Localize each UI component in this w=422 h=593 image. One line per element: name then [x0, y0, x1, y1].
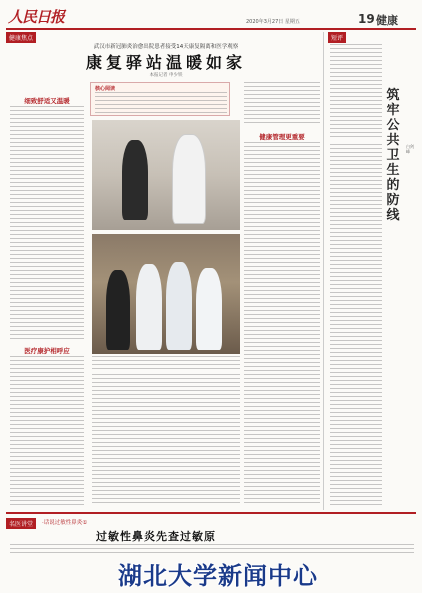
body-text	[244, 142, 320, 506]
story-kicker: 武汉市新冠肺炎治愈出院患者接受14天康复隔离和医学观察	[93, 44, 239, 50]
core-reading-text	[95, 92, 227, 114]
watermark-text: 湖北大学新闻中心	[118, 562, 318, 590]
photo-figure	[106, 270, 130, 350]
body-text	[92, 374, 240, 506]
story-headline: 康复驿站温暖如家	[85, 53, 246, 72]
photo-temperature-check	[92, 120, 240, 230]
newspaper-logo: 人民日报	[8, 8, 65, 26]
photo-figure	[122, 140, 148, 220]
commentary-author: 白剑峰	[406, 144, 414, 154]
bottom-subtitle: ·话说过敏性鼻炎①	[42, 520, 88, 526]
subhead-1: 细致舒适又温暖	[24, 97, 70, 105]
subhead-3: 健康管理更重要	[259, 133, 305, 141]
page-number: 19	[358, 12, 375, 26]
commentary-column	[328, 32, 416, 510]
issue-date: 2020年3月27日 星期五	[246, 19, 300, 25]
body-text	[10, 106, 84, 342]
main-story	[6, 32, 324, 510]
commentary-text	[330, 144, 382, 506]
bottom-body-text	[10, 544, 414, 556]
masthead	[6, 4, 416, 30]
body-text	[244, 82, 320, 126]
bottom-tag: 名医讲堂	[6, 518, 36, 529]
core-reading-box	[90, 82, 230, 116]
section-tag: 健康焦点	[6, 32, 36, 43]
subhead-2: 医疗康护相呼应	[24, 347, 70, 355]
bottom-headline: 过敏性鼻炎先查过敏原	[96, 530, 216, 543]
core-reading-title: 核心阅读	[95, 86, 116, 92]
photo-group	[92, 234, 240, 354]
commentary-title: 筑牢公共卫生的防线	[386, 88, 400, 223]
photo-figure	[172, 134, 206, 224]
photo-figure	[136, 264, 162, 350]
photo-figure	[196, 268, 222, 350]
section-name: 健康	[376, 14, 398, 27]
photo-caption	[92, 356, 240, 370]
commentary-text	[330, 44, 382, 140]
commentary-tag: 短评	[328, 32, 346, 43]
body-text	[10, 356, 84, 506]
photo-figure	[166, 262, 192, 350]
story-byline: 本报记者 申少铁	[149, 73, 183, 78]
